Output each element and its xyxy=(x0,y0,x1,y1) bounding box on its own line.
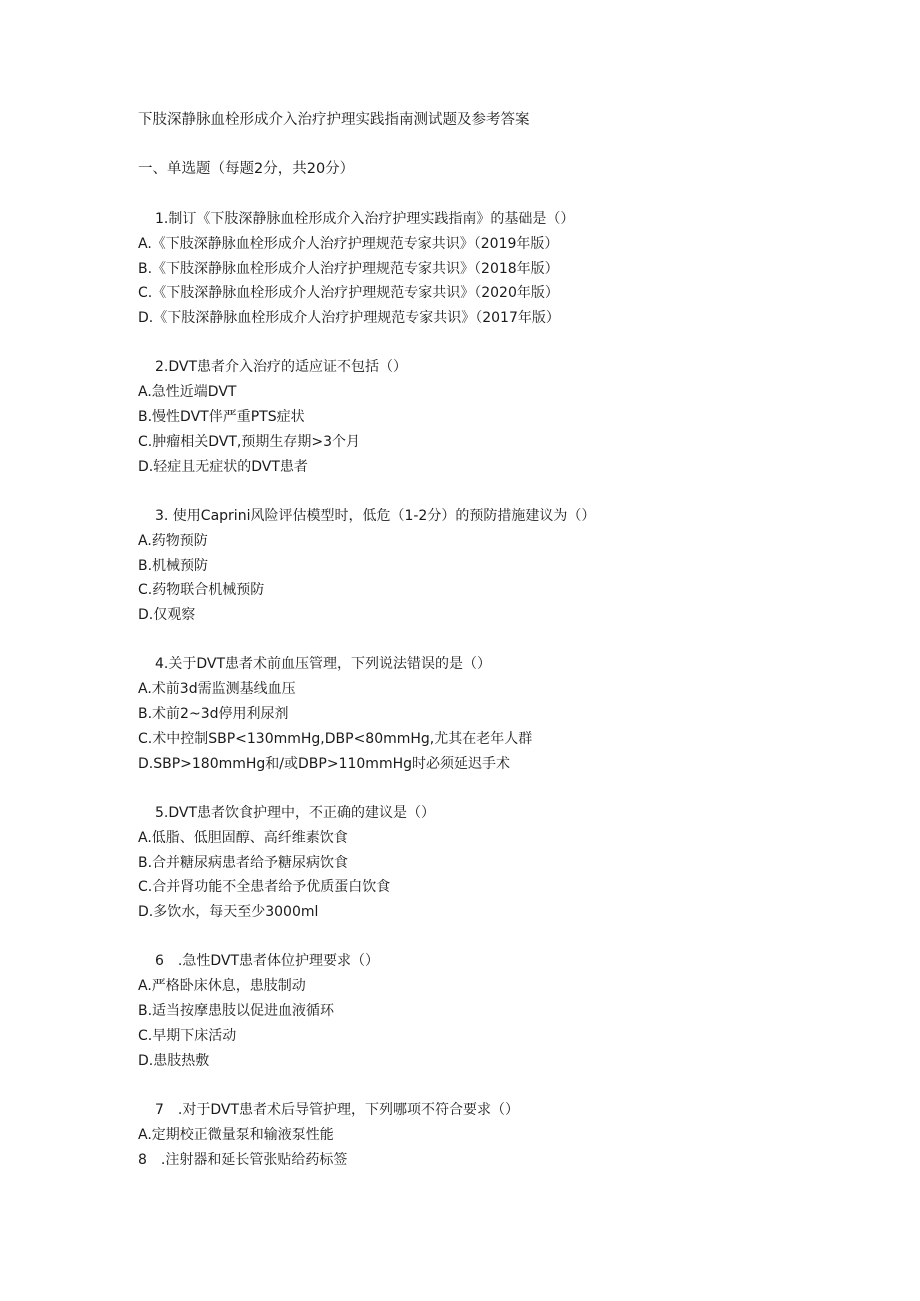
option-c: C.《下肢深静脉血栓形成介人治疗护理规范专家共识》（2020年版） xyxy=(138,285,559,302)
option-b: B.《下肢深静脉血栓形成介人治疗护理规范专家共识》（2018年版） xyxy=(138,260,559,277)
option-c: C.术中控制SBP<130mmHg,DBP<80mmHg,尤其在老年人群 xyxy=(138,730,533,747)
question-2 xyxy=(138,355,838,479)
question-3 xyxy=(138,504,838,628)
question-1 xyxy=(138,207,838,331)
question-stem: 5.DVT患者饮食护理中，不正确的建议是（） xyxy=(155,804,436,821)
option-d: D.多饮水，每天至少3000ml xyxy=(138,904,319,921)
option-a: A.严格卧床休息，患肢制动 xyxy=(138,978,306,995)
option-b: B.慢性DVT伴严重PTS症状 xyxy=(138,409,305,426)
option-b: B.适当按摩患肢以促进血液循环 xyxy=(138,1003,335,1020)
option-c: C.合并肾功能不全患者给予优质蛋白饮食 xyxy=(138,879,391,896)
question-stem: 6 .急性DVT患者体位护理要求（） xyxy=(155,953,380,970)
option-d: D.仅观察 xyxy=(138,607,196,624)
option-c: C.早期下床活动 xyxy=(138,1027,237,1044)
option-a: A.术前3d需监测基线血压 xyxy=(138,681,296,698)
option-d: D.SBP>180mmHg和/或DBP>110mmHg时必须延迟手术 xyxy=(138,755,510,772)
question-stem: 1.制订《下肢深静脉血栓形成介入治疗护理实践指南》的基础是（） xyxy=(155,211,575,227)
option-d: D.轻症且无症状的DVT患者 xyxy=(138,458,308,475)
question-5 xyxy=(138,801,838,925)
option-a: A.药物预防 xyxy=(138,532,208,549)
question-6 xyxy=(138,949,838,1073)
option-line: 8 .注射器和延长管张贴给药标签 xyxy=(138,1151,348,1168)
document-title: 下肢深静脉血栓形成介入治疗护理实践指南测试题及参考答案 xyxy=(138,112,530,128)
section-heading: 一、单选题（每题2分，共20分） xyxy=(138,161,355,177)
question-stem: 4.关于DVT患者术前血压管理，下列说法错误的是（） xyxy=(155,656,492,673)
option-b: B.机械预防 xyxy=(138,557,209,574)
option-a: A.《下肢深静脉血栓形成介人治疗护理规范专家共识》（2019年版） xyxy=(138,235,559,252)
option-c: C.药物联合机械预防 xyxy=(138,582,265,599)
option-d: D.《下肢深静脉血栓形成介人治疗护理规范专家共识》（2017年版） xyxy=(138,310,560,327)
question-4 xyxy=(138,652,838,776)
option-b: B.合并糖尿病患者给予糖尿病饮食 xyxy=(138,854,349,871)
question-stem: 3. 使用Caprini风险评估模型时，低危（1-2分）的预防措施建议为（） xyxy=(155,507,596,524)
option-a: A.低脂、低胆固醇、高纤维素饮食 xyxy=(138,829,348,846)
option-d: D.患肢热敷 xyxy=(138,1052,210,1069)
question-list xyxy=(138,207,838,1197)
question-stem: 7 .对于DVT患者术后导管护理，下列哪项不符合要求（） xyxy=(155,1101,520,1118)
option-a: A.急性近端DVT xyxy=(138,384,237,401)
question-7 xyxy=(138,1098,838,1172)
option-a: A.定期校正微量泵和输液泵性能 xyxy=(138,1126,334,1143)
option-c: C.肿瘤相关DVT,预期生存期>3个月 xyxy=(138,433,360,450)
question-stem: 2.DVT患者介入治疗的适应证不包括（） xyxy=(155,359,408,376)
option-b: B.术前2~3d停用利尿剂 xyxy=(138,706,289,723)
